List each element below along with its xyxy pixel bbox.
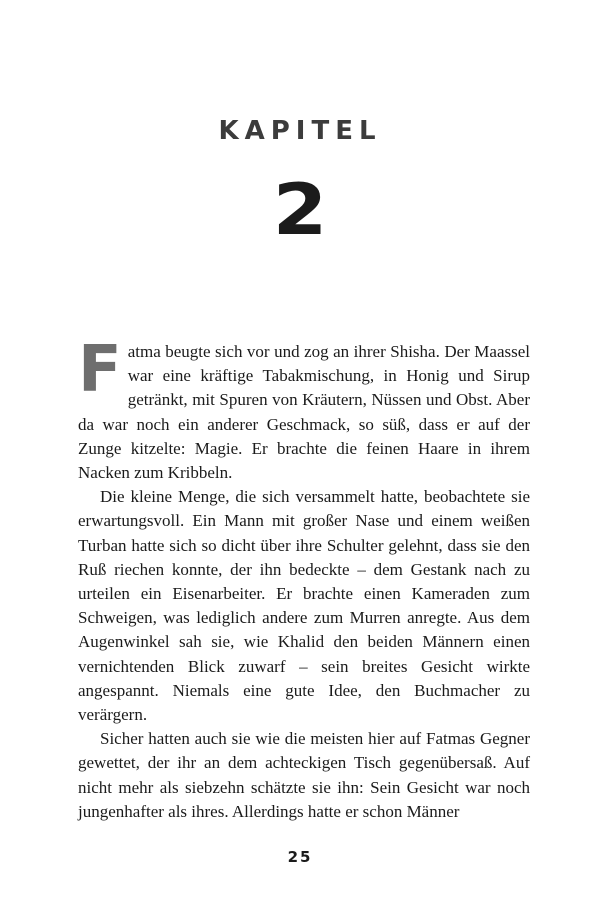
chapter-number: 2 — [272, 169, 328, 251]
page-number: 25 — [287, 848, 313, 866]
paragraph-1-text: atma beugte sich vor und zog an ihrer Shisha. Der Maassel war eine kräftige Tabakmischung, in Honig und Sirup getränkt, mit Spuren von Kräutern, Nüssen und Obst. Aber da war noch ein anderer Geschmack, so süß, dass er auf der Zunge kitzelte: Magie. Er brachte die feinen Haare in ihrem Nacken zum Kribbeln. — [78, 342, 530, 483]
chapter-body — [78, 333, 530, 824]
drop-cap: F — [78, 333, 122, 407]
paragraph-1 — [78, 333, 530, 485]
paragraph-3: Sicher hatten auch sie wie die meisten hier auf Fatmas Gegner gewettet, der ihr an dem achteckigen Tisch gegenübersaß. Auf nicht mehr als siebzehn schätzte sie ihn: Sein Gesicht war noch jungenhafter als ihres. Allerdings hatte er schon Männer — [78, 729, 530, 821]
paragraph-2: Die kleine Menge, die sich versammelt hatte, beobachtete sie erwartungsvoll. Ein Mann mit großer Nase und einem weißen Turban hatte sich so dicht über ihre Schulter gelehnt, dass sie den Ruß riechen konnte, der ihn bedeckte – dem Gestank nach zu urteilen ein Eisenarbeiter. Er brachte einen Kameraden zum Schweigen, was lediglich andere zum Murren anregte. Aus dem Augenwinkel sah sie, wie Khalid den beiden Männern einen vernichtenden Blick zuwarf – sein breites Gesicht wirkte angespannt. Niemals eine gute Idee, den Buchmacher zu verärgern. — [78, 487, 530, 725]
chapter-label: KAPITEL — [218, 116, 382, 146]
